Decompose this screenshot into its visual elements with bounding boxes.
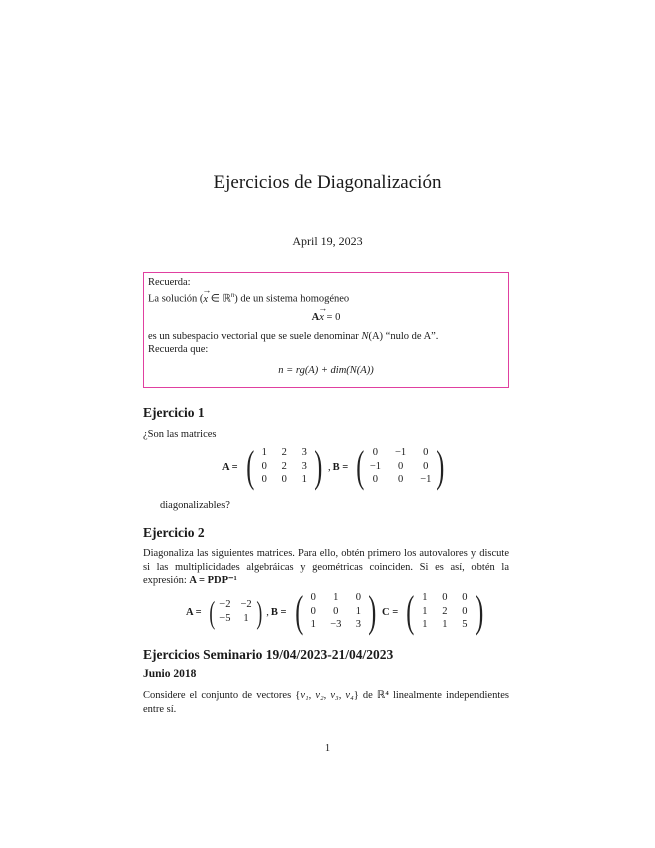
exercise-2-text: [143, 547, 509, 588]
n-symbol: N: [361, 330, 369, 342]
matrix-cell: 0: [261, 474, 267, 486]
matrix-cell: 0: [355, 592, 361, 604]
matrix-cell: −2: [219, 599, 231, 610]
matrix-cell: 1: [333, 592, 339, 604]
matrix-cell: −1: [420, 474, 432, 486]
diagonal-expression: A = PDP⁻¹: [189, 575, 237, 586]
matrix-b-label: B =: [270, 606, 287, 618]
matrix-cell: 0: [423, 447, 429, 459]
seminar-body: } de ℝ⁴ linealmente independientes entre sí.: [143, 690, 510, 715]
matrix-a-label: A =: [186, 606, 202, 618]
document-title: Ejercicios de Diagonalización: [213, 172, 442, 193]
right-paren: ): [475, 587, 484, 636]
matrix-a-label: A =: [222, 461, 238, 473]
matrix-b-label: B =: [332, 461, 349, 473]
matrix-cell: 2: [281, 460, 287, 472]
exercise-1-tail: diagonalizables?: [160, 500, 230, 511]
reminder-line-3: [148, 330, 504, 343]
matrix-cell: 1: [422, 619, 428, 631]
matrix-a: [243, 442, 326, 491]
reminder-text: La solución (: [148, 293, 204, 305]
matrix-b-grid: [368, 447, 434, 487]
exercise-2-heading: Ejercicio 2: [143, 525, 205, 540]
matrix-cell: 1: [422, 605, 428, 617]
matrix-a-symbol: A: [311, 311, 320, 323]
matrix-a-grid: [217, 597, 253, 627]
reminder-line-4: Recuerda que:: [148, 343, 209, 355]
left-paren: (: [209, 594, 215, 630]
page-number: 1: [324, 743, 331, 754]
exercise-2-matrices: [186, 587, 489, 636]
reminder-box: [143, 272, 509, 388]
matrix-c-grid: [418, 592, 472, 632]
matrix-cell: 3: [355, 619, 361, 631]
vector-x: → x: [319, 311, 324, 324]
matrix-cell: −1: [395, 447, 407, 459]
matrix-cell: 1: [442, 619, 448, 631]
reminder-text: ) de un sistema homogéneo: [234, 293, 350, 305]
matrix-cell: 1: [355, 605, 361, 617]
matrix-cell: 0: [333, 605, 339, 617]
matrix-cell: 0: [442, 592, 448, 604]
separator: ,: [266, 606, 269, 618]
matrix-cell: 0: [372, 474, 379, 486]
matrix-cell: 0: [423, 460, 429, 472]
matrix-cell: 0: [462, 592, 468, 604]
matrix-cell: 1: [422, 592, 428, 604]
right-paren: ): [368, 587, 377, 636]
matrix-c: [403, 587, 486, 636]
separator: ,: [327, 461, 331, 473]
seminar-body: Considere el conjunto de vectores {: [143, 690, 301, 701]
homogeneous-equation: [148, 311, 504, 324]
seminar-heading: Ejercicios Seminario 19/04/2023-21/04/2023: [143, 647, 394, 662]
matrix-cell: 3: [301, 447, 307, 459]
matrix-cell: 1: [301, 474, 307, 486]
matrix-cell: 0: [310, 592, 316, 604]
equation-rest: = 0: [323, 311, 341, 323]
matrix-c-label: C =: [382, 606, 399, 618]
rank-nullity-equation: [148, 364, 504, 377]
exercise-1-matrices: [222, 442, 450, 491]
left-paren: (: [406, 587, 415, 636]
exercise-1-heading: Ejercicio 1: [143, 405, 205, 420]
matrix-cell: 1: [310, 619, 316, 631]
right-paren: ): [256, 594, 262, 630]
matrix-cell: 2: [442, 605, 448, 617]
matrix-a: [207, 594, 265, 630]
matrix-cell: 0: [397, 460, 404, 472]
equation-text: n = rg(A) + dim(N(A)): [278, 364, 374, 376]
vector-set: v₁, v₂, v₃, v₄: [300, 690, 354, 701]
matrix-cell: 1: [261, 447, 267, 459]
exercise-1-question: ¿Son las matrices: [143, 429, 217, 440]
exercise-2-body: Diagonaliza las siguientes matrices. Para ello, obtén primero los autovalores y discute si las multiplicidades algebráicas y geométricas coinciden. Si es así, obtén la expresión:: [143, 548, 509, 586]
matrix-b: [353, 442, 448, 491]
right-paren: ): [314, 442, 323, 491]
matrix-cell: 0: [281, 474, 287, 486]
matrix-cell: 5: [462, 619, 468, 631]
matrix-cell: 0: [310, 605, 316, 617]
reminder-line-1: Recuerda:: [148, 277, 191, 288]
matrix-cell: 0: [372, 447, 379, 459]
matrix-cell: 2: [281, 447, 287, 459]
matrix-cell: −3: [330, 619, 342, 631]
matrix-cell: 0: [397, 474, 404, 486]
matrix-cell: 1: [243, 612, 249, 624]
document-date: April 19, 2023: [292, 234, 363, 248]
reminder-text: es un subespacio vectorial que se suele denominar: [148, 330, 362, 342]
matrix-cell: −5: [219, 612, 231, 624]
matrix-cell: 0: [261, 460, 267, 472]
reminder-text: (A) “nulo de A”.: [368, 330, 439, 342]
matrix-b-grid: [306, 592, 365, 632]
seminar-subheading: Junio 2018: [143, 668, 197, 680]
matrix-cell: 0: [462, 605, 468, 617]
vector-x: → x: [203, 293, 208, 306]
left-paren: (: [294, 587, 303, 636]
matrix-cell: −2: [240, 599, 252, 610]
matrix-cell: −1: [369, 460, 382, 472]
matrix-cell: 3: [301, 460, 307, 472]
seminar-text: [143, 689, 509, 716]
exponent-n: n: [230, 291, 235, 299]
left-paren: (: [245, 442, 254, 491]
reminder-text: ∈ ℝ: [208, 293, 231, 305]
left-paren: (: [356, 442, 365, 491]
right-paren: ): [436, 442, 445, 491]
matrix-a-grid: [257, 447, 311, 487]
matrix-b: [292, 587, 380, 636]
